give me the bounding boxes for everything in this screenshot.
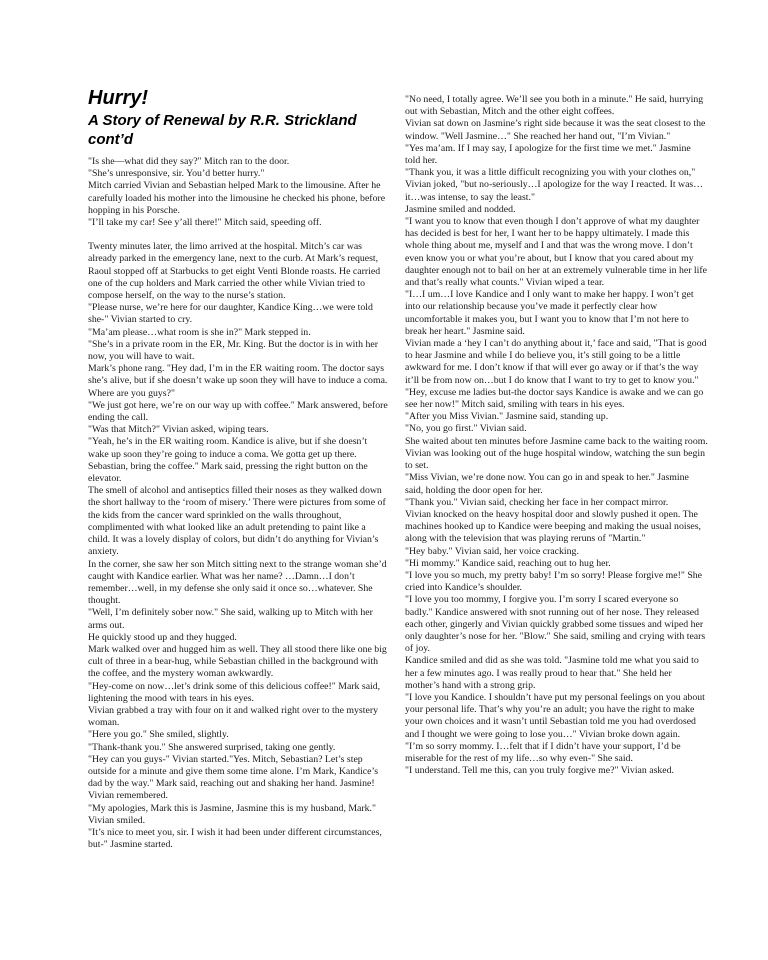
paragraph: "I understand. Tell me this, can you truly forgive me?" Vivian asked. <box>405 765 675 777</box>
paragraph: "I love you too mommy, I forgive you. I’m sorry I scared everyone so badly." Kandice answered with snot running out of her nose. They released each other, gingerly and Vivian quickly grabbed some tissues and wiped her only daughter’s nose for her. "Blow." She said, smiling and crying with tears of joy. <box>405 594 706 655</box>
paragraph: Jasmine smiled and nodded. <box>405 203 516 215</box>
paragraph: "My apologies, Mark this is Jasmine, Jasmine this is my husband, Mark." Vivian smiled. <box>88 802 377 826</box>
paragraph: "I’m so sorry mommy. I…felt that if I didn’t have your support, I’d be miserable for the rest of my life…so why even-" She said. <box>405 740 681 764</box>
paragraph: He quickly stood up and they hugged. <box>88 631 237 643</box>
paragraph: Mitch carried Vivian and Sebastian helped Mark to the limousine. After he carefully loaded his mother into the limousine he checked his phone, before hopping in his Porsche. <box>88 180 386 216</box>
paragraph: "We just got here, we’re on our way up with coffee." Mark answered, before ending the call. <box>88 399 388 424</box>
paragraph: Vivian made a ‘hey I can’t do anything about it,’ face and said, "That is good to hear Jasmine and while I do believe you, it’s still going to be a little awkward for me. I don’t know if that will ever go away or if that’s the way it’ll be from now on…but I do know that I want to try to get to know you." <box>405 338 707 386</box>
paragraph: "No, you go first." Vivian said. <box>405 423 527 435</box>
story-title <box>88 86 398 149</box>
paragraph: "Ma’am please…what room is she in?" Mark stepped in. <box>88 326 311 338</box>
paragraph: "Yes ma’am. If I may say, I apologize for the first time we met." Jasmine told her. <box>405 142 691 167</box>
paragraph: "I’ll take my car! See y’all there!" Mitch said, speeding off. <box>88 217 322 229</box>
paragraph: Mark walked over and hugged him as well. They all stood there like one big cult of three in a bear-hug, while Sebastian chilled in the background with the coffee, and the mystery woman awkwardly. <box>88 643 387 680</box>
paragraph: "She’s unresponsive, sir. You’d better hurry." <box>88 168 265 180</box>
paragraph: "Hey-come on now…let’s drink some of this delicious coffee!" Mark said, lightening the mood with tears in his eyes. <box>88 680 381 704</box>
left-column <box>88 156 390 851</box>
paragraph: She waited about ten minutes before Jasmine came back to the waiting room. Vivian was looking out of the huge hospital window, watching the sun begin to set. <box>405 435 708 472</box>
paragraph: The smell of alcohol and antiseptics filled their noses as they walked down the short hallway to the ‘room of misery.’ There were pictures from some of the kids from the cancer ward sprinkled on the walls throughout, complimented with what looked like an adult pretending to paint like a child. It was a lovely display of colors, but didn’t do anything for Vivian’s anxiety. <box>88 485 386 558</box>
paragraph: "I…I um…I love Kandice and I only want to make her happy. I won’t get into our relationship because you’ve made it perfectly clear how uncomfortable it makes you, but I want you to know that I’m not here to break her heart." Jasmine said. <box>405 289 694 337</box>
paragraph: "Well, I’m definitely sober now." She said, walking up to Mitch with her arms out. <box>88 607 373 631</box>
paragraph: "Was that Mitch?" Vivian asked, wiping tears. <box>88 424 269 436</box>
paragraph: "Thank-thank you." She answered surprised, taking one gently. <box>88 741 336 753</box>
paragraph: "Thank you." Vivian said, checking her face in her compact mirror. <box>405 496 669 508</box>
paragraph: "No need, I totally agree. We’ll see you both in a minute." He said, hurrying out with Sebastian, Mitch and the other eight coffees. <box>405 94 704 118</box>
paragraph: "Hey baby." Vivian said, her voice cracking. <box>405 545 579 557</box>
paragraph: "I want you to know that even though I don’t approve of what my daughter has decided is best for her, I want her to be happy ultimately. I made this whole thing about me, myself and I and that was the wrong move. I don’t even know you or what you’re about, but I know that you cared about my daughter enough not to bail on her at an extremely vulnerable time in her life and that’s really what counts." Vivian wiped a tear. <box>405 216 707 289</box>
paragraph: "I love you Kandice. I shouldn’t have put my personal feelings on you about your personal life. That’s why you’re an adult; you have the right to make your own choices and it wasn’t until Sebastian told me you had overdosed and I thought we were going to lose you…" Vivian broke down again. <box>405 691 705 740</box>
paragraph: "Hey, excuse me ladies but-the doctor says Kandice is awake and we can go see her now!" Mitch said, smiling with tears in his eyes. <box>405 386 704 411</box>
paragraph: "She’s in a private room in the ER, Mr. King. But the doctor is in with her now, you will have to wait. <box>88 338 378 363</box>
paragraph: Twenty minutes later, the limo arrived at the hospital. Mitch’s car was already parked in the emergency lane, next to the curb. At Mark’s request, Raoul stopped off at Starbucks to get eight Venti Blonde roasts. He carried one of the cup holders and Mark carried the other while Vivian tried to compose herself, on the way to the nurse’s station. <box>88 241 381 302</box>
paragraph: Vivian sat down on Jasmine’s right side because it was the seat closest to the window. "Well Jasmine…" She reached her hand out, "I’m Vivian." <box>405 118 706 142</box>
right-column <box>405 94 708 777</box>
paragraph: "Hi mommy." Kandice said, reaching out to hug her. <box>405 557 611 569</box>
paragraph: "After you Miss Vivian." Jasmine said, standing up. <box>405 411 609 423</box>
paragraph: "Here you go." She smiled, slightly. <box>88 729 229 741</box>
paragraph: "It’s nice to meet you, sir. I wish it had been under different circumstances, but-" Jasmine started. <box>88 826 382 851</box>
paragraph: "I love you so much, my pretty baby! I’m so sorry! Please forgive me!" She cried into Kandice’s shoulder. <box>405 569 703 594</box>
paragraph: "Please nurse, we’re here for our daughter, Kandice King…we were told she-" Vivian started to cry. <box>88 302 373 326</box>
paragraph: Mark’s phone rang. "Hey dad, I’m in the ER waiting room. The doctor says she’s alive, but if she doesn’t wake up soon they will have to induce a coma. Where are you guys?" <box>88 363 388 399</box>
paragraph: Kandice smiled and did as she was told. "Jasmine told me what you said to her a few minutes ago. I was really proud to hear that." She held her mother’s hand with a strong grip. <box>405 655 699 691</box>
title-subtitle: A Story of Renewal by R.R. Strickland cont’d <box>88 112 357 148</box>
paragraph: Vivian knocked on the heavy hospital door and slowly pushed it open. The machines hooked up to Kandice were beeping and making the usual noises, along with the television that was playing reruns of "Martin." <box>405 508 702 545</box>
paragraph: "Thank you, it was a little difficult recognizing you with your clothes on," Vivian joked, "but no-seriously…I apologize for the way I reacted. It was…it…was intense, to say the least." <box>405 167 704 203</box>
paragraph: "Miss Vivian, we’re done now. You can go in and speak to her." Jasmine said, holding the door open for her. <box>405 472 689 496</box>
paragraph: Vivian grabbed a tray with four on it and walked right over to the mystery woman. <box>88 704 378 729</box>
paragraph: "Hey can you guys-" Vivian started."Yes. Mitch, Sebastian? Let’s step outside for a minute and give them some time alone. I’m Mark, Kandice’s dad by the way." Mark said, reaching out and shaking her hand. Jasmine! Vivian remembered. <box>88 753 379 802</box>
title-main: Hurry! <box>88 87 149 109</box>
paragraph: "Yeah, he’s in the ER waiting room. Kandice is alive, but if she doesn’t wake up soon they’re going to induce a coma. We gotta get up there. Sebastian, bring the coffee." Mark said, pressing the right button on the elevator. <box>88 436 368 485</box>
paragraph: In the corner, she saw her son Mitch sitting next to the strange woman she’d caught with Kandice earlier. What was her name? …Damn…I don’t remember…well, in my defense she only said it once so…whatever. She thought. <box>88 558 387 607</box>
paragraph: "Is she—what did they say?" Mitch ran to the door. <box>88 156 290 167</box>
